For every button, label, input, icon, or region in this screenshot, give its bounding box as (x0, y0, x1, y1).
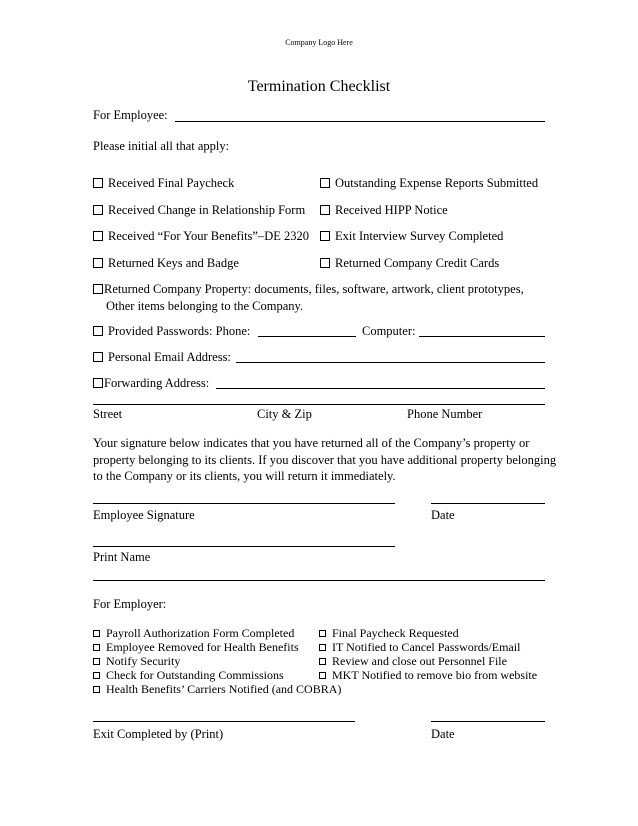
checkbox[interactable] (93, 630, 100, 637)
checkbox[interactable] (93, 231, 103, 241)
forwarding-address-item[interactable]: Forwarding Address: (93, 376, 209, 391)
employee-signature-field[interactable] (93, 503, 395, 504)
employer-checklist-item[interactable]: Check for Outstanding Commissions (93, 668, 284, 683)
employee-date-field[interactable] (431, 503, 545, 504)
city-zip-label: City & Zip (257, 407, 312, 421)
checkbox[interactable] (93, 686, 100, 693)
forwarding-address-field[interactable] (216, 388, 545, 389)
instruction-text: Please initial all that apply: (93, 139, 230, 153)
employer-checklist-item[interactable]: MKT Notified to remove bio from website (319, 668, 537, 683)
employer-checklist-item[interactable]: Final Paycheck Requested (319, 626, 459, 641)
computer-password-field[interactable] (419, 336, 545, 337)
checkbox[interactable] (93, 178, 103, 188)
employer-checklist-item[interactable]: Health Benefits’ Carriers Notified (and COBRA) (93, 682, 341, 697)
checkbox[interactable] (319, 658, 326, 665)
checklist-item[interactable]: Received “For Your Benefits”–DE 2320 (93, 229, 309, 244)
checkbox[interactable] (93, 644, 100, 651)
checklist-item[interactable]: Received Change in Relationship Form (93, 203, 305, 218)
phone-password-field[interactable] (258, 336, 356, 337)
employee-signature-label: Employee Signature (93, 508, 195, 522)
returned-property-item[interactable]: Returned Company Property: documents, files, software, artwork, client prototypes, (93, 282, 524, 297)
employer-checklist-item[interactable]: Notify Security (93, 654, 180, 669)
computer-label: Computer: (362, 324, 416, 338)
checkbox[interactable] (319, 630, 326, 637)
checklist-item[interactable]: Received HIPP Notice (320, 203, 448, 218)
for-employee-label: For Employee: (93, 108, 168, 122)
print-name-label: Print Name (93, 550, 151, 564)
passwords-item[interactable]: Provided Passwords: Phone: (93, 324, 250, 339)
checkbox[interactable] (93, 352, 103, 362)
checklist-item[interactable]: Exit Interview Survey Completed (320, 229, 503, 244)
exit-completed-field[interactable] (93, 721, 355, 722)
checklist-item[interactable]: Outstanding Expense Reports Submitted (320, 176, 538, 191)
signature-statement: Your signature below indicates that you have returned all of the Company’s property or property belonging to its clients. If you discover that you have additional property belonging to the Company or its clients, you will return it immediately. (93, 436, 557, 483)
checkbox[interactable] (93, 658, 100, 665)
phone-number-label: Phone Number (407, 407, 483, 421)
checkbox[interactable] (320, 258, 330, 268)
employer-checklist-item[interactable]: Review and close out Personnel File (319, 654, 507, 669)
personal-email-field[interactable] (236, 362, 545, 363)
street-label: Street (93, 407, 123, 421)
page-title: Termination Checklist (247, 78, 391, 95)
checkbox[interactable] (319, 672, 326, 679)
checkbox[interactable] (93, 205, 103, 215)
date-label: Date (431, 508, 455, 522)
personal-email-item[interactable]: Personal Email Address: (93, 350, 231, 365)
checkbox[interactable] (93, 378, 103, 388)
checklist-item[interactable]: Returned Company Credit Cards (320, 256, 499, 271)
employee-name-field[interactable] (175, 121, 545, 122)
employer-checklist-item[interactable]: IT Notified to Cancel Passwords/Email (319, 640, 520, 655)
address-line-field[interactable] (93, 404, 545, 405)
returned-property-line2: Other items belonging to the Company. (106, 299, 304, 313)
checklist-item[interactable]: Returned Keys and Badge (93, 256, 239, 271)
checkbox[interactable] (93, 672, 100, 679)
checkbox[interactable] (93, 284, 103, 294)
employer-checklist-item[interactable]: Employee Removed for Health Benefits (93, 640, 299, 655)
checkbox[interactable] (320, 178, 330, 188)
checkbox[interactable] (319, 644, 326, 651)
checkbox[interactable] (320, 205, 330, 215)
checkbox[interactable] (93, 326, 103, 336)
exit-date-field[interactable] (431, 721, 545, 722)
company-logo-placeholder: Company Logo Here (285, 38, 353, 47)
print-name-field[interactable] (93, 546, 395, 547)
section-divider (93, 580, 545, 581)
checkbox[interactable] (93, 258, 103, 268)
exit-date-label: Date (431, 727, 455, 741)
checklist-item[interactable]: Received Final Paycheck (93, 176, 234, 191)
for-employer-label: For Employer: (93, 597, 167, 611)
employer-checklist-item[interactable]: Payroll Authorization Form Completed (93, 626, 294, 641)
exit-completed-label: Exit Completed by (Print) (93, 727, 224, 741)
checkbox[interactable] (320, 231, 330, 241)
